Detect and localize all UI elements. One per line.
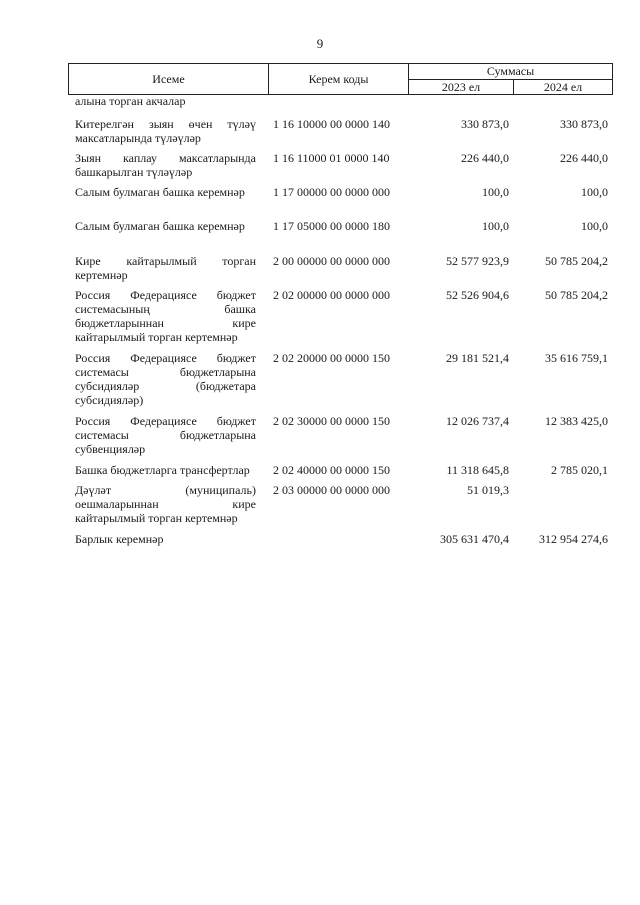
header-name: Исеме [68, 63, 269, 95]
row-code: 1 17 05000 00 0000 180 [273, 219, 390, 233]
row-code: 1 16 11000 01 0000 140 [273, 151, 390, 165]
row-value-2024: 35 616 759,1 [545, 351, 608, 365]
row-value-2023: 11 318 645,8 [446, 463, 509, 477]
row-name: Салым булмаган башка керемнәр [75, 219, 245, 233]
row-code: 1 16 10000 00 0000 140 [273, 117, 390, 131]
row-name: Дәүләт (муниципаль) оешмаларыннан кире кайтарылмый торган кертемнәр [75, 483, 256, 525]
row-value-2024: 100,0 [581, 185, 608, 199]
row-value-2023: 12 026 737,4 [446, 414, 509, 428]
total-value-2024: 312 954 274,6 [539, 532, 608, 546]
row-value-2024: 100,0 [581, 219, 608, 233]
row-value-2023: 100,0 [482, 219, 509, 233]
row-value-2023: 52 577 923,9 [446, 254, 509, 268]
row-value-2024: 12 383 425,0 [545, 414, 608, 428]
header-year-2024: 2024 ел [513, 79, 613, 95]
row-value-2023: 100,0 [482, 185, 509, 199]
row-name: Россия Федерациясе бюджет системасының башка бюджетларыннан кире кайтарылмый торган кертемнәр [75, 288, 256, 344]
row-code: 2 00 00000 00 0000 000 [273, 254, 390, 268]
row-value-2023: 52 526 904,6 [446, 288, 509, 302]
row-name: Салым булмаган башка керемнәр [75, 185, 245, 199]
header-year-2023: 2023 ел [408, 79, 514, 95]
total-label: Барлык керемнәр [75, 532, 164, 546]
row-name: Башка бюджетларга трансфертлар [75, 463, 250, 477]
header-sums: Суммасы [408, 63, 613, 80]
row-value-2024: 226 440,0 [560, 151, 608, 165]
row-name: Кире кайтарылмый торган кертемнәр [75, 254, 256, 282]
row-value-2023: 330 873,0 [461, 117, 509, 131]
total-value-2023: 305 631 470,4 [440, 532, 509, 546]
row-code: 2 02 20000 00 0000 150 [273, 351, 390, 365]
header-code: Керем коды [268, 63, 409, 95]
row-code: 1 17 00000 00 0000 000 [273, 185, 390, 199]
row-value-2024: 2 785 020,1 [551, 463, 608, 477]
row-value-2023: 226 440,0 [461, 151, 509, 165]
row-code: 2 02 00000 00 0000 000 [273, 288, 390, 302]
page-number: 9 [316, 36, 324, 51]
row-code: 2 02 30000 00 0000 150 [273, 414, 390, 428]
row-code: 2 03 00000 00 0000 000 [273, 483, 390, 497]
row-value-2024: 50 785 204,2 [545, 288, 608, 302]
table-header [68, 63, 613, 95]
row-value-2023: 51 019,3 [467, 483, 509, 497]
row-name: Зыян каплау максатларында башкарылган түләүләр [75, 151, 256, 179]
continuation-text: алына торган акчалар [75, 94, 186, 108]
row-value-2023: 29 181 521,4 [446, 351, 509, 365]
row-name: Китерелгән зыян өчен түләү максатларында түләүләр [75, 117, 256, 145]
row-value-2024: 330 873,0 [560, 117, 608, 131]
row-name: Россия Федерациясе бюджет системасы бюджетларына субсидияләр (бюджетара субсидияләр) [75, 351, 256, 407]
row-code: 2 02 40000 00 0000 150 [273, 463, 390, 477]
row-value-2024: 50 785 204,2 [545, 254, 608, 268]
row-name: Россия Федерациясе бюджет системасы бюджетларына субвенцияләр [75, 414, 256, 456]
